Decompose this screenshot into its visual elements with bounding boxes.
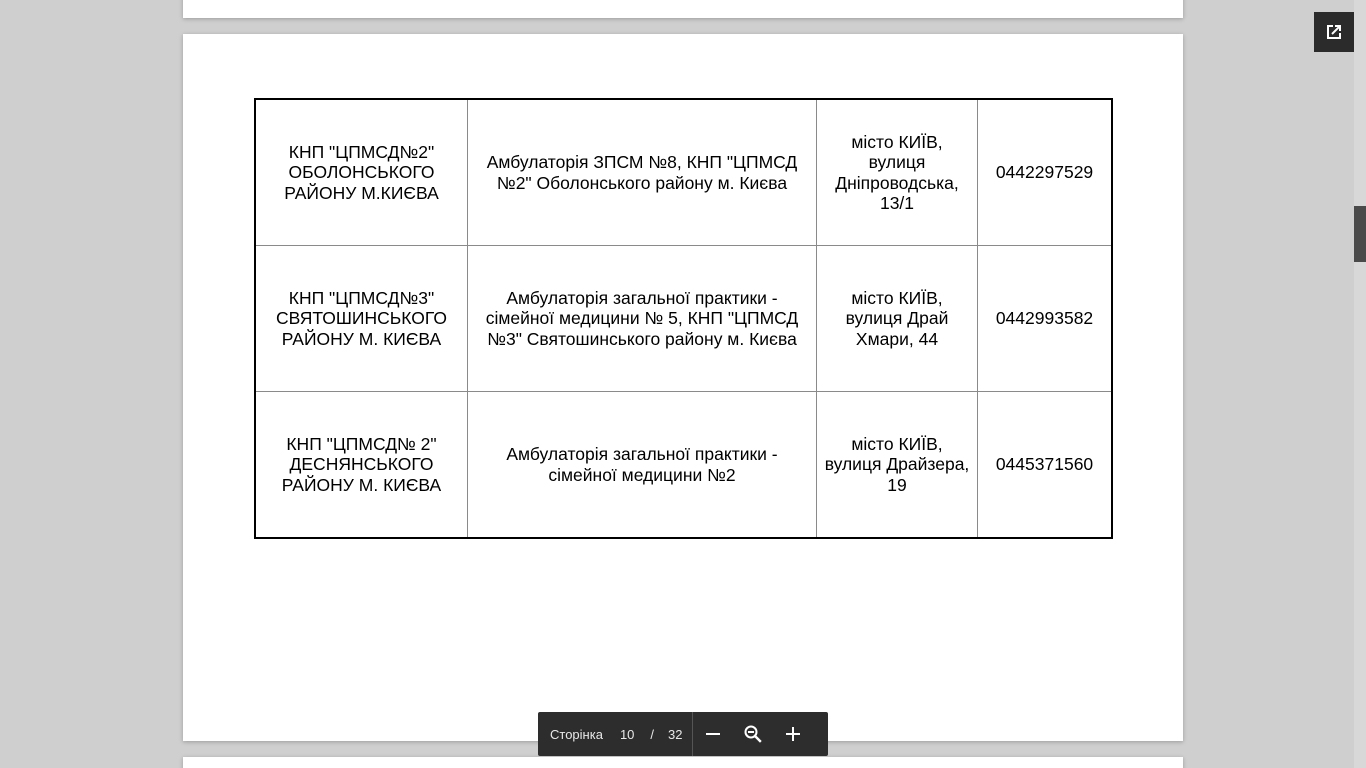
page-indicator	[538, 712, 692, 756]
facility-cell: Амбулаторія загальної практики - сімейної медицини № 5, КНП "ЦПМСД №3" Святошинського району м. Києва	[468, 246, 817, 392]
address-cell: місто КИЇВ, вулиця Драйзера, 19	[817, 392, 978, 539]
address-cell: місто КИЇВ, вулиця Дніпроводська, 13/1	[817, 99, 978, 246]
page-separator: /	[650, 726, 655, 742]
phone-cell: 0442297529	[978, 99, 1113, 246]
provider-cell: КНП "ЦПМСД№ 2" ДЕСНЯНСЬКОГО РАЙОНУ М. КИЄВА	[255, 392, 468, 539]
zoom-reset-button[interactable]	[733, 712, 773, 756]
table-row	[255, 392, 1112, 539]
current-page-number[interactable]: 10	[619, 726, 635, 742]
phone-cell: 0445371560	[978, 392, 1113, 539]
previous-page	[183, 0, 1183, 18]
next-page	[183, 757, 1183, 768]
scrollbar-thumb[interactable]	[1354, 206, 1366, 262]
zoom-in-button[interactable]	[773, 712, 813, 756]
viewer-toolbar	[538, 712, 828, 756]
address-cell: місто КИЇВ, вулиця Драй Хмари, 44	[817, 246, 978, 392]
page-label: Сторінка	[550, 726, 603, 742]
current-page	[183, 34, 1183, 741]
facility-cell: Амбулаторія загальної практики - сімейної медицини №2	[468, 392, 817, 539]
zoom-out-button[interactable]	[693, 712, 733, 756]
open-external-button[interactable]	[1314, 12, 1354, 52]
open-external-icon	[1324, 22, 1344, 42]
table-row	[255, 246, 1112, 392]
table-row	[255, 99, 1112, 246]
total-pages: 32	[668, 726, 683, 742]
provider-cell: КНП "ЦПМСД№3" СВЯТОШИНСЬКОГО РАЙОНУ М. КИЄВА	[255, 246, 468, 392]
clinics-table	[254, 98, 1113, 539]
phone-cell: 0442993582	[978, 246, 1113, 392]
minus-icon	[705, 726, 721, 742]
facility-cell: Амбулаторія ЗПСМ №8, КНП "ЦПМСД №2" Оболонського району м. Києва	[468, 99, 817, 246]
provider-cell: КНП "ЦПМСД№2" ОБОЛОНСЬКОГО РАЙОНУ М.КИЄВА	[255, 99, 468, 246]
scrollbar-track[interactable]	[1354, 0, 1366, 768]
plus-icon	[785, 726, 801, 742]
magnifier-minus-icon	[743, 724, 763, 744]
